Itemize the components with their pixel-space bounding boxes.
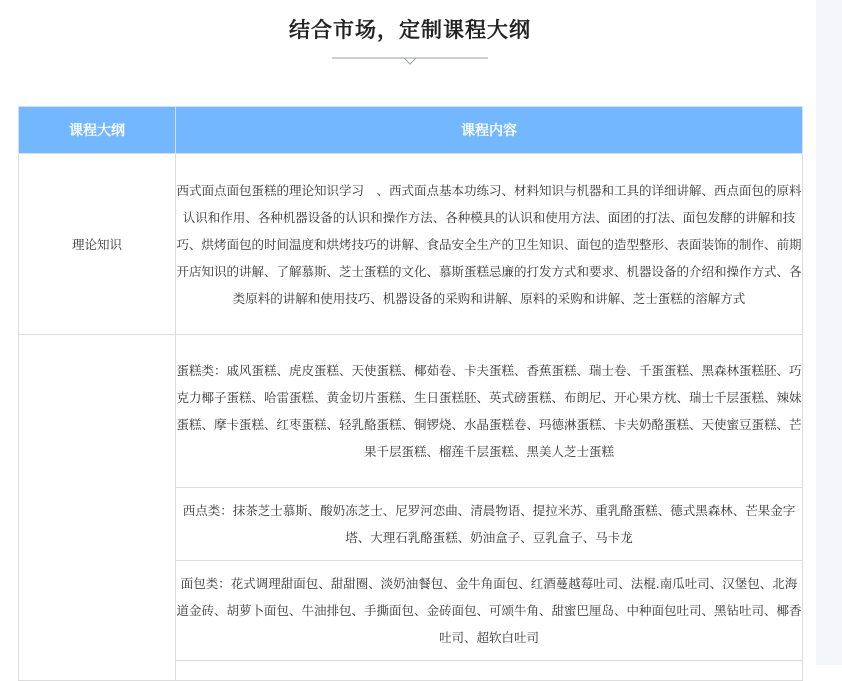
page-right-gutter xyxy=(816,0,842,665)
header-course-content: 课程内容 xyxy=(176,107,803,154)
course-outline-table xyxy=(18,106,803,681)
section-practice xyxy=(19,335,176,681)
section-theory: 理论知识 xyxy=(19,154,176,335)
content-cakes: 蛋糕类：戚风蛋糕、虎皮蛋糕、天使蛋糕、椰茹卷、卡夫蛋糕、香蕉蛋糕、瑞士卷、千蛋蛋糕、黑森林蛋糕胚、巧克力椰子蛋糕、哈雷蛋糕、黄金切片蛋糕、生日蛋糕胚、英式磅蛋糕、布朗尼、开心果方枕、瑞士千层蛋糕、辣妹蛋糕、摩卡蛋糕、红枣蛋糕、轻乳酪蛋糕、铜锣烧、水晶蛋糕卷、玛德淋蛋糕、卡夫奶酪蛋糕、天使蜜豆蛋糕、芒果千层蛋糕、榴莲千层蛋糕、黑美人芝士蛋糕 xyxy=(176,335,803,488)
table-row xyxy=(19,154,803,335)
content-more xyxy=(176,661,803,681)
content-western-pastry: 西点类：抹茶芝士慕斯、酸奶冻芝士、尼罗河恋曲、清晨物语、提拉米苏、重乳酪蛋糕、德式黑森林、芒果金字塔、大理石乳酪蛋糕、奶油盒子、豆乳盒子、马卡龙 xyxy=(176,488,803,561)
table-header-row xyxy=(19,107,803,154)
table-row xyxy=(19,335,803,488)
title-divider xyxy=(332,56,488,68)
content-theory: 西式面点面包蛋糕的理论知识学习 、西式面点基本功练习、材料知识与机器和工具的详细讲解、西点面包的原料认识和作用、各种机器设备的认识和操作方法、各种模具的认识和使用方法、面团的打法、面包发酵的讲解和技巧、烘烤面包的时间温度和烘烤技巧的讲解、食品安全生产的卫生知识、面包的造型整形、表面装饰的制作、前期开店知识的讲解、了解慕斯、芝士蛋糕的文化、慕斯蛋糕忌廉的打发方式和要求、机器设备的介绍和操作方式、各类原料的讲解和使用技巧、机器设备的采购和讲解、原料的采购和讲解、芝士蛋糕的溶解方式 xyxy=(176,154,803,335)
page-title: 结合市场，定制课程大纲 xyxy=(289,18,531,42)
content-breads: 面包类：花式调理甜面包、甜甜圈、淡奶油餐包、金牛角面包、红酒蔓越莓吐司、法棍.南瓜吐司、汉堡包、北海道金砖、胡萝卜面包、牛油排包、手撕面包、金砖面包、可颂牛角、甜蜜巴厘岛、中种面包吐司、黑钻吐司、椰香吐司、超软白吐司 xyxy=(176,561,803,661)
header-course-outline: 课程大纲 xyxy=(19,107,176,154)
